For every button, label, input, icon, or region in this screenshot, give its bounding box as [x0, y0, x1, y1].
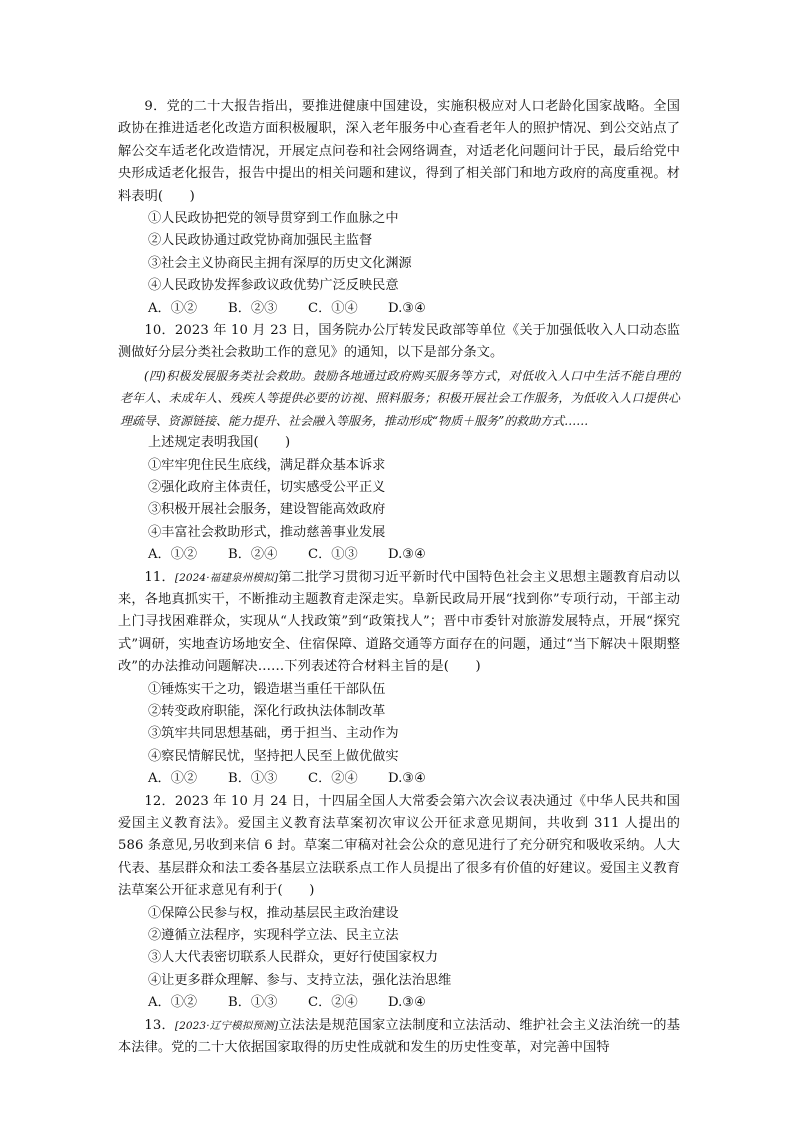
question-stem — [118, 1015, 680, 1060]
answer-choice: A．①② — [148, 300, 198, 316]
option: ④丰富社会救助形式，推动慈善事业发展 — [148, 524, 386, 540]
option: ①牢牢兜住民生底线，满足群众基本诉求 — [148, 457, 386, 473]
answer-choices — [118, 768, 680, 790]
answer-choice: C．①③ — [308, 547, 358, 563]
answer-choices — [118, 298, 680, 320]
quoted-material: (四)积极发展服务类社会救助。鼓励各地通过政府购买服务等方式，对低收入人口中生活不能自理的老年人、未成年人、残疾人等提供必要的访视、照料服务；积极开展社会工作服务，为低收入人口提供心理疏导、资源链接、能力提升、社会融入等服务，推动形成“物质＋服务”的救助方式…… — [120, 368, 680, 428]
answer-choice: A．①② — [148, 771, 198, 787]
question-lead: 上述规定表明我国( ) — [148, 435, 291, 451]
option: ②强化政府主体责任，切实感受公平正义 — [148, 479, 386, 495]
answer-choice: A．①② — [148, 995, 198, 1011]
option: ③人大代表密切联系人民群众，更好行使国家权力 — [148, 950, 439, 966]
question-12 — [118, 791, 680, 1015]
answer-choice: B．②④ — [228, 547, 278, 563]
option: ④察民情解民忧，坚持把人民至上做优做实 — [148, 748, 399, 764]
question-11 — [118, 567, 680, 791]
answer-choices — [118, 544, 680, 566]
question-list — [118, 96, 680, 1059]
question-10 — [118, 320, 680, 566]
question-text: 第二批学习贯彻习近平新时代中国特色社会主义思想主题教育启动以来，各地真抓实干，不断推动主题教育走深走实。阜新民政局开展“找到你”专项行动，干部主动上门寻找困难群众，实现从“人找政策”到“政策找人”；晋中市委针对旅游发展特点，开展“探究式”调研，实地查访场地安全、住宿保障、道路交通等方面存在的问题，通过“当下解决＋限期整改”的办法推动问题解决……下列表述符合材料主旨的是( ) — [118, 569, 680, 675]
question-stem: 10．2023 年 10 月 23 日，国务院办公厅转发民政部等单位《关于加强低收入人口动态监测做好分层分类社会救助工作的意见》的通知，以下是部分条文。 — [118, 323, 680, 361]
option: ②转变政府职能，深化行政执法体制改革 — [148, 703, 386, 719]
answer-choice: D.③④ — [388, 547, 426, 563]
source-tag: [2023·辽宁模拟预测] — [174, 1019, 279, 1032]
question-text: 立法法是规范国家立法制度和立法活动、维护社会主义法治统一的基本法律。党的二十大依据国家取得的历史性成就和发生的历史性变革，对完善中国特 — [118, 1017, 680, 1056]
answer-choice: B．②③ — [228, 300, 278, 316]
option: ③社会主义协商民主拥有深厚的历史文化渊源 — [148, 255, 412, 271]
question-stem: 9．党的二十大报告指出，要推进健康中国建设，实施积极应对人口老龄化国家战略。全国政协在推进适老化改造方面积极履职，深入老年服务中心查看老年人的照护情况、到公交站点了解公交车适老化改造情况，开展定点问卷和社会网络调查，对适老化问题问计于民，最后给党中央形成适老化报告，报告中提出的相关问题和建议，得到了相关部门和地方政府的高度重视。材料表明( ) — [118, 99, 680, 204]
question-stem — [118, 567, 680, 679]
answer-choice: C．②④ — [308, 995, 358, 1011]
option: ①人民政协把党的领导贯穿到工作血脉之中 — [148, 211, 399, 227]
answer-choice: B．①③ — [228, 995, 278, 1011]
answer-choice: D.③④ — [388, 300, 426, 316]
option: ③筑牢共同思想基础，勇于担当、主动作为 — [148, 726, 399, 742]
option: ④人民政协发挥参政议政优势广泛反映民意 — [148, 278, 399, 294]
question-9 — [118, 96, 680, 320]
source-tag: [2024·福建泉州模拟] — [174, 571, 279, 584]
option: ①锤炼实干之功，锻造堪当重任干部队伍 — [148, 681, 386, 697]
option: ②遵循立法程序，实现科学立法、民主立法 — [148, 928, 399, 944]
question-stem: 12．2023 年 10 月 24 日，十四届全国人大常委会第六次会议表决通过《中华人民共和国爱国主义教育法》。爱国主义教育法草案初次审议公开征求意见期间，共收到 311 人提出的 586 条意见,另收到来信 6 封。草案二审稿对社会公众的意见进行了充分研究和吸收采纳。人大代表、基层群众和法工委各基层立法联系点工作人员提出了很多有价值的好建议。爱国主义教育法草案公开征求意见有利于( ) — [118, 793, 680, 899]
question-13 — [118, 1015, 680, 1060]
answer-choice: B．①③ — [228, 771, 278, 787]
option: ①保障公民参与权，推动基层民主政治建设 — [148, 905, 399, 921]
option: ④让更多群众理解、参与、支持立法，强化法治思维 — [148, 972, 452, 988]
option: ③积极开展社会服务，建设智能高效政府 — [148, 502, 386, 518]
answer-choice: A．①② — [148, 547, 198, 563]
answer-choice: C．①④ — [308, 300, 358, 316]
answer-choice: D.③④ — [388, 995, 426, 1011]
option: ②人民政协通过政党协商加强民主监督 — [148, 233, 373, 249]
question-number: 13． — [144, 1017, 175, 1033]
answer-choices — [118, 992, 680, 1014]
answer-choice: C．②④ — [308, 771, 358, 787]
question-number: 11． — [144, 569, 175, 585]
answer-choice: D.③④ — [388, 771, 426, 787]
